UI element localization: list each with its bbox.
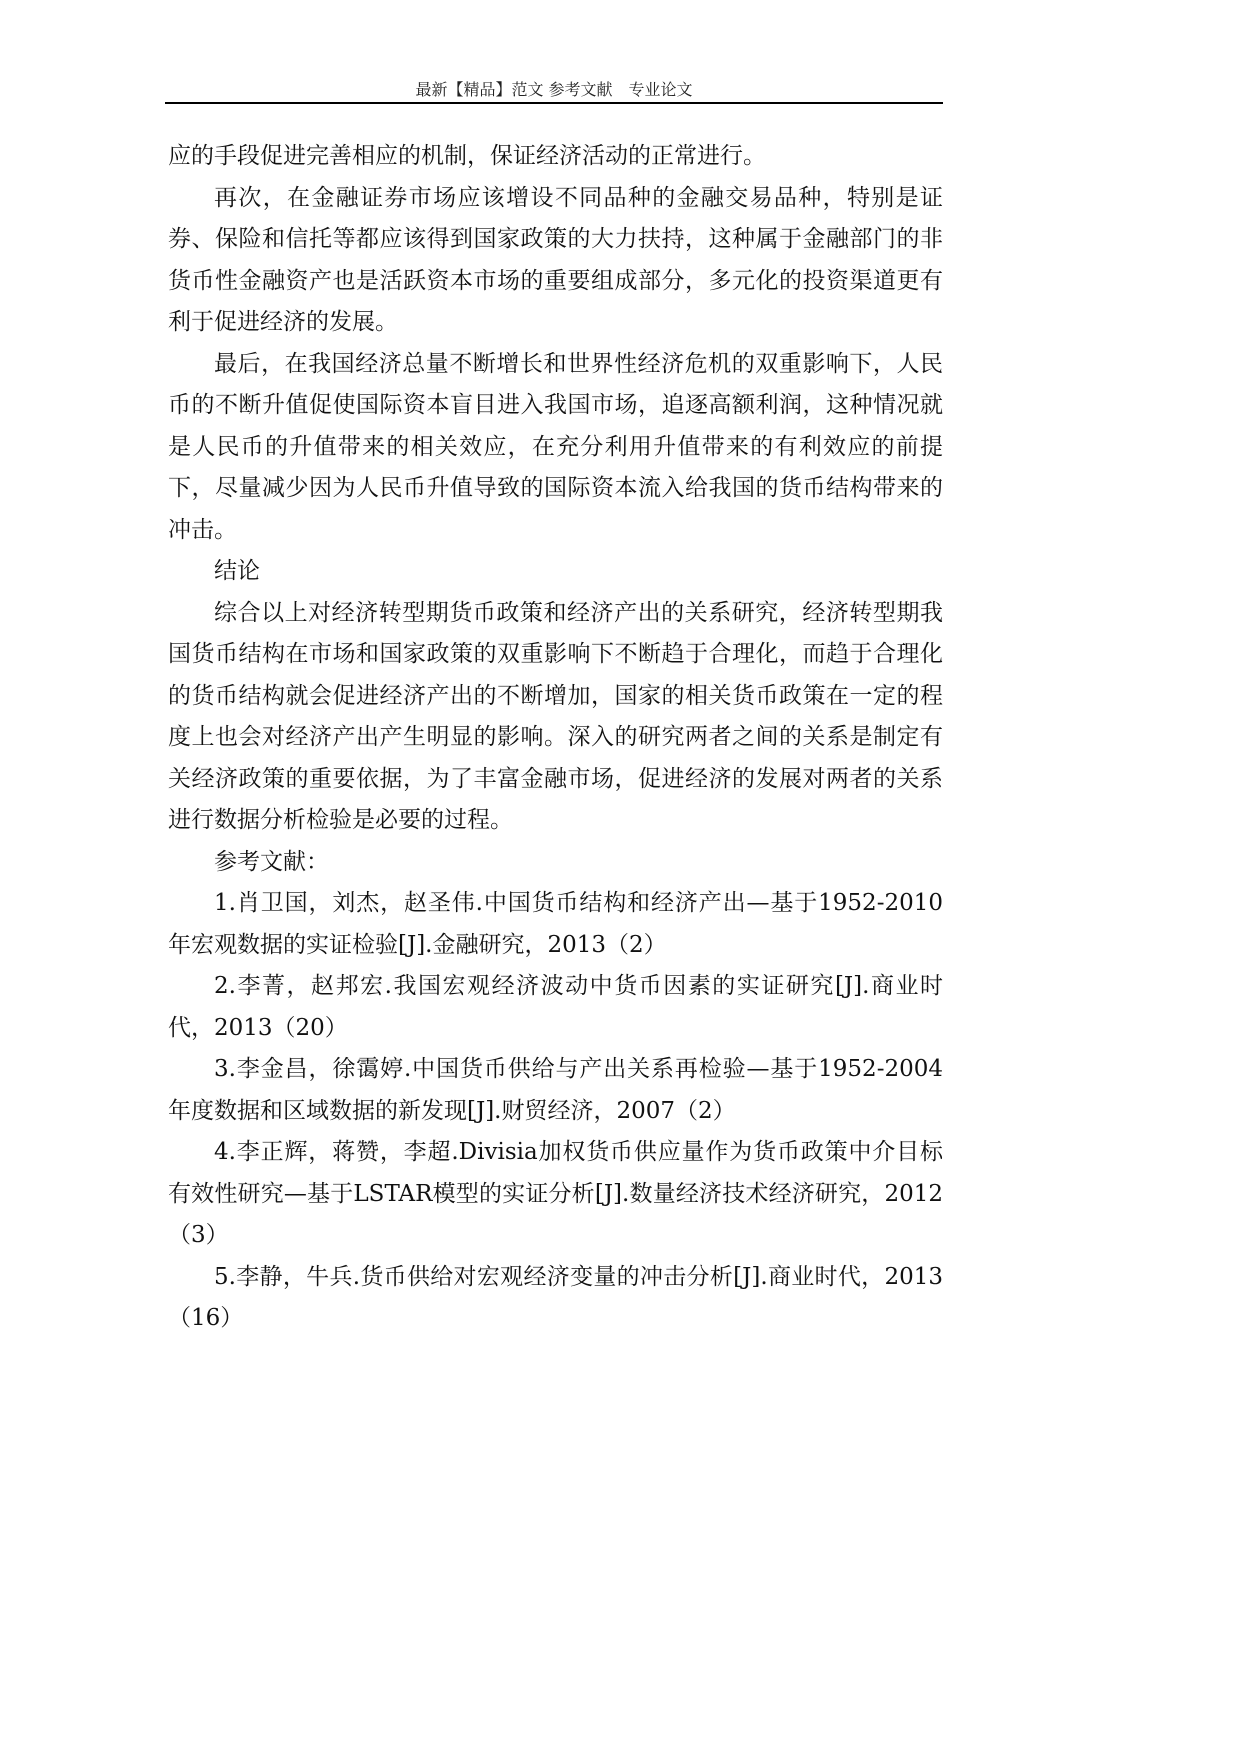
references-heading: 参考文献： [214,848,329,875]
paragraph-continuation: 应的手段促进完善相应的机制，保证经济活动的正常进行。 [168,143,766,169]
page-header: 最新【精品】范文 参考文献 专业论文 [415,80,693,99]
reference-item: 3.李金昌，徐霭婷.中国货币供给与产出关系再检验—基于1952-2004年度数据和区域数据的新发现[J].财贸经济，2007（2） [168,1056,943,1124]
conclusion-heading: 结论 [214,558,260,584]
reference-item: 1.肖卫国，刘杰，赵圣伟.中国货币结构和经济产出—基于1952-2010年宏观数据的实证检验[J].金融研究，2013（2） [168,890,943,958]
paragraph-rmb-appreciation: 最后，在我国经济总量不断增长和世界性经济危机的双重影响下，人民币的不断升值促使国际资本盲目进入我国市场，追逐高额利润，这种情况就是人民币的升值带来的相关效应，在充分利用升值带来的有利效应的前提下，尽量减少因为人民币升值导致的国际资本流入给我国的货币结构带来的冲击。 [168,350,943,543]
conclusion-paragraph: 综合以上对经济转型期货币政策和经济产出的关系研究，经济转型期我国货币结构在市场和国家政策的双重影响下不断趋于合理化，而趋于合理化的货币结构就会促进经济产出的不断增加，国家的相关货币政策在一定的程度上也会对经济产出产生明显的影响。深入的研究两者之间的关系是制定有关经济政策的重要依据，为了丰富金融市场，促进经济的发展对两者的关系进行数据分析检验是必要的过程。 [168,599,943,833]
paragraph-finance-products: 再次，在金融证券市场应该增设不同品种的金融交易品种，特别是证券、保险和信托等都应该得到国家政策的大力扶持，这种属于金融部门的非货币性金融资产也是活跃资本市场的重要组成部分，多元化的投资渠道更有利于促进经济的发展。 [168,184,943,335]
body-text [168,136,943,1340]
reference-item: 5.李静，牛兵.货币供给对宏观经济变量的冲击分析[J].商业时代，2013 （16） [168,1263,943,1331]
reference-item: 4.李正辉，蒋赞，李超.Divisia加权货币供应量作为货币政策中介目标有效性研究—基于LSTAR模型的实证分析[J].数量经济技术经济研究，2012（3） [168,1139,943,1248]
reference-item: 2.李菁，赵邦宏.我国宏观经济波动中货币因素的实证研究[J].商业时代，2013（20） [168,973,943,1041]
header-divider [165,102,943,104]
